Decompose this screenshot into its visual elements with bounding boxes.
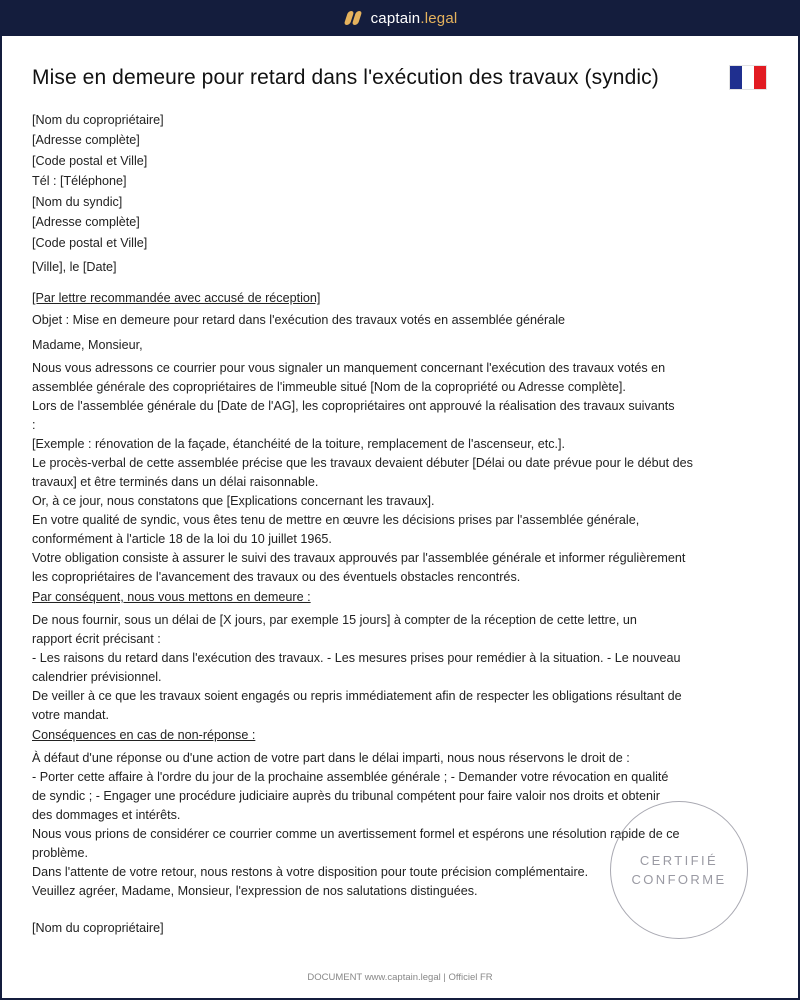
paragraph-line: Le procès-verbal de cette assemblée précise que les travaux devaient débuter [Délai ou date prévue pour le début des <box>32 456 693 471</box>
sender-block <box>32 110 752 191</box>
paragraph <box>32 435 752 454</box>
paragraph-line: calendrier prévisionnel. <box>32 670 162 685</box>
document-title: Mise en demeure pour retard dans l'exécution des travaux (syndic) <box>32 66 659 89</box>
paragraph-line: Or, à ce jour, nous constatons que [Explications concernant les travaux]. <box>32 494 435 509</box>
paragraph-line: À défaut d'une réponse ou d'une action de votre part dans le délai imparti, nous nous réservons le droit de : <box>32 751 630 766</box>
brand-name: captain.legal <box>370 9 458 27</box>
paragraph-line: conformément à l'article 18 de la loi du 10 juillet 1965. <box>32 532 332 547</box>
paragraph-line: - Porter cette affaire à l'ordre du jour de la prochaine assemblée générale ; - Demander votre révocation en qualité <box>32 770 669 785</box>
france-flag-icon <box>729 65 767 90</box>
stamp-line: CONFORME <box>631 872 727 887</box>
paragraph-line: les copropriétaires de l'avancement des travaux ou des éventuels obstacles rencontrés. <box>32 570 521 585</box>
paragraph-line: Lors de l'assemblée générale du [Date de l'AG], les copropriétaires ont approuvé la réalisation des travaux suivants <box>32 399 675 414</box>
paragraph-line: En votre qualité de syndic, vous êtes tenu de mettre en œuvre les décisions prises par l'assemblée générale, <box>32 513 640 528</box>
paragraph-line: De veiller à ce que les travaux soient engagés ou repris immédiatement afin de respecter les obligations résultant de <box>32 689 682 704</box>
header-bar <box>0 0 800 36</box>
paragraph <box>32 359 752 397</box>
paragraph <box>32 549 752 587</box>
paragraph-line: Veuillez agréer, Madame, Monsieur, l'expression de nos salutations distinguées. <box>32 884 478 899</box>
paragraph-line: assemblée générale des copropriétaires de l'immeuble situé [Nom de la copropriété ou Adresse complète]. <box>32 380 626 395</box>
salutation: Madame, Monsieur, <box>32 338 143 353</box>
sending-mode: [Par lettre recommandée avec accusé de réception] <box>32 291 321 306</box>
recipient-line: [Nom du syndic] <box>32 195 123 210</box>
body-paragraphs <box>32 359 752 587</box>
paragraph-line: Nous vous adressons ce courrier pour vous signaler un manquement concernant l'exécution des travaux votés en <box>32 361 666 376</box>
sender-line: [Code postal et Ville] <box>32 153 148 168</box>
sender-line: [Nom du copropriétaire] <box>32 113 164 127</box>
paragraph-line: de syndic ; - Engager une procédure judiciaire auprès du tribunal compétent pour faire valoir nos droits et obtenir <box>32 789 660 804</box>
paragraph <box>32 492 752 511</box>
paragraph-line: problème. <box>32 846 89 861</box>
flag-stripe-white <box>742 66 754 89</box>
sender-line: [Adresse complète] <box>32 133 140 148</box>
paragraph-line: votre mandat. <box>32 708 110 723</box>
recipient-block <box>32 192 752 253</box>
object-line: Objet : Mise en demeure pour retard dans l'exécution des travaux votés en assemblée générale <box>32 313 566 328</box>
paragraph <box>32 687 752 725</box>
formal-notice-paragraphs <box>32 611 752 725</box>
flag-stripe-red <box>754 66 766 89</box>
brand[interactable] <box>343 10 458 27</box>
paragraph-line: De nous fournir, sous un délai de [X jours, par exemple 15 jours] à compter de la réception de cette lettre, un <box>32 613 637 628</box>
paragraph-line: [Exemple : rénovation de la façade, étanchéité de la toiture, remplacement de l'ascenseur, etc.]. <box>32 437 566 452</box>
paragraph-line: - Les raisons du retard dans l'exécution des travaux. - Les mesures prises pour remédier à la situation. - Le nouveau <box>32 651 681 666</box>
paragraph-line: Votre obligation consiste à assurer le suivi des travaux approuvés par l'assemblée générale et informer régulièrement <box>32 551 686 566</box>
paragraph-line: Nous vous prions de considérer ce courrier comme un avertissement formel et espérons une résolution rapide de ce <box>32 827 680 842</box>
paragraph-line: des dommages et intérêts. <box>32 808 181 823</box>
section-heading-formal-notice: Par conséquent, nous vous mettons en demeure : <box>32 590 311 605</box>
paragraph-line: : <box>32 418 36 433</box>
paragraph <box>32 511 752 549</box>
paragraph <box>32 649 752 687</box>
section-heading-consequences: Conséquences en cas de non-réponse : <box>32 728 256 743</box>
certified-stamp <box>610 801 748 939</box>
paragraph <box>32 611 752 649</box>
sender-line: Tél : [Téléphone] <box>32 173 127 188</box>
flag-stripe-blue <box>730 66 742 89</box>
signature: [Nom du copropriétaire] <box>32 921 164 936</box>
paragraph-line: travaux] et être terminés dans un délai raisonnable. <box>32 475 319 490</box>
paragraph-line: rapport écrit précisant : <box>32 632 161 647</box>
paragraph <box>32 749 752 768</box>
captain-logo-icon <box>343 10 363 26</box>
paragraph <box>32 454 752 492</box>
paragraph <box>32 397 752 435</box>
place-date: [Ville], le [Date] <box>32 260 117 275</box>
footer: DOCUMENT www.captain.legal | Officiel FR <box>307 972 493 983</box>
stamp-line: CERTIFIÉ <box>639 853 719 868</box>
recipient-line: [Code postal et Ville] <box>32 235 148 250</box>
paragraph-line: Dans l'attente de votre retour, nous restons à votre disposition pour toute précision complémentaire. <box>32 865 589 880</box>
recipient-line: [Adresse complète] <box>32 215 140 230</box>
